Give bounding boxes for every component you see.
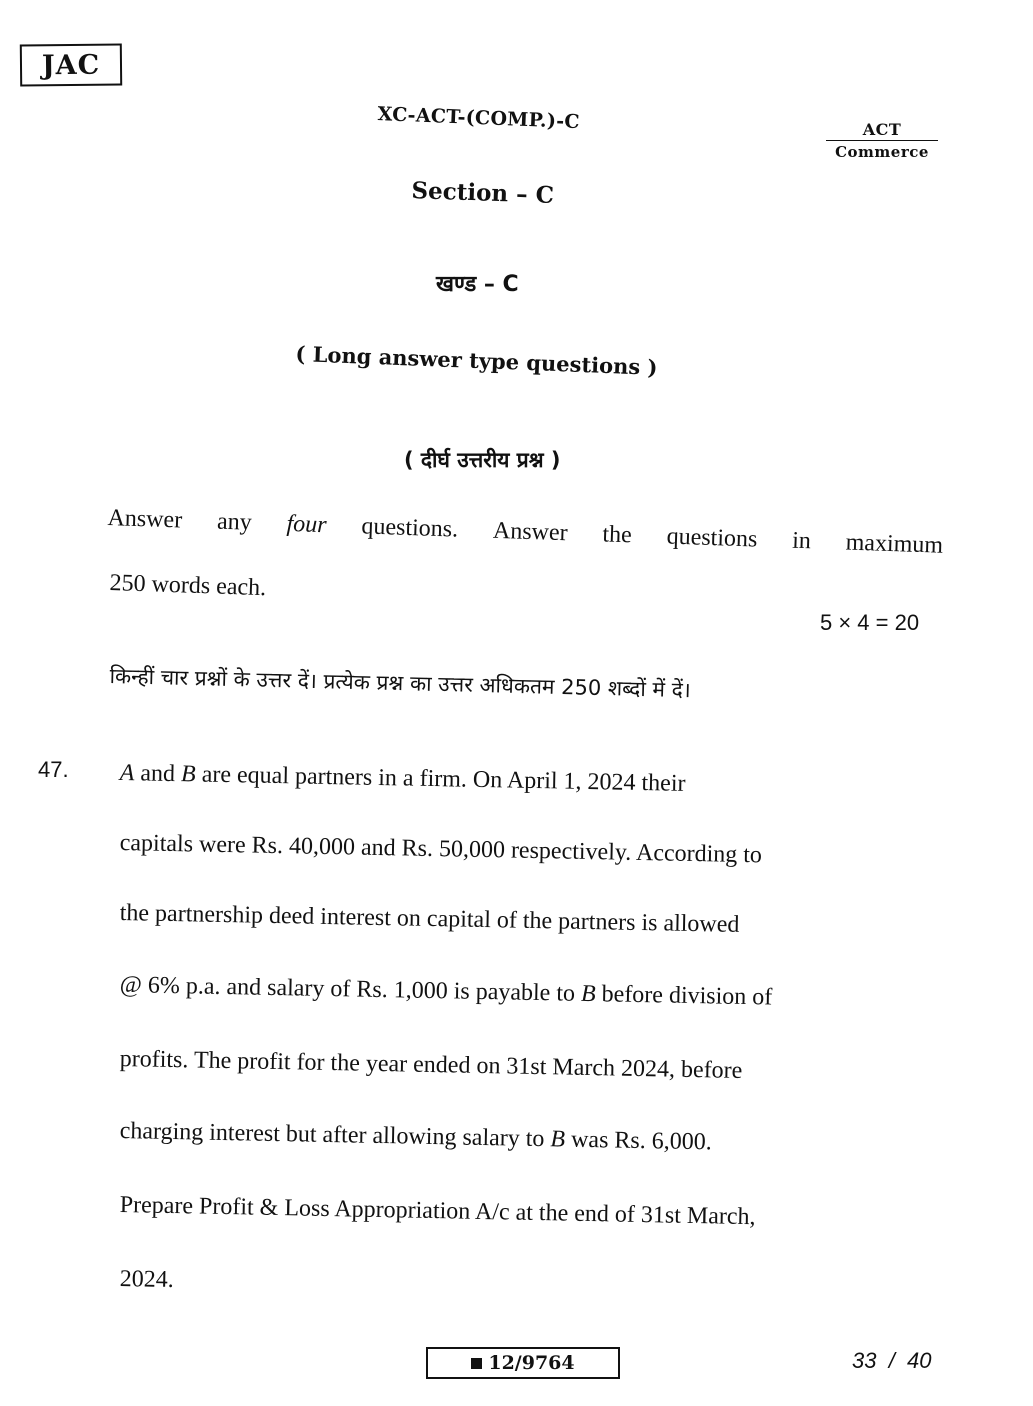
instruction-word: questions (666, 523, 758, 553)
instruction-word-emphasis: four (286, 510, 328, 539)
question-text-segment: @ 6% p.a. and salary of Rs. 1,000 is payable to B before division of (119, 972, 773, 1011)
booklet-code-box (426, 1347, 620, 1379)
board-label-box (20, 43, 122, 86)
instruction-word: the (602, 521, 633, 549)
subject-code: ACT (826, 120, 938, 141)
paper-code: XC-ACT-(COMP.)-C (377, 103, 581, 134)
question-line-2: capitals were Rs. 40,000 and Rs. 50,000 respectively. According to (119, 830, 763, 869)
question-text-segment: charging interest but after allowing salary to B was Rs. 6,000. (119, 1118, 713, 1156)
question-line-4 (119, 972, 949, 1015)
subject-block (826, 120, 938, 161)
question-line-3: the partnership deed interest on capital of the partners is allowed (119, 900, 740, 938)
board-label: JAC (41, 49, 101, 81)
question-line-7: Prepare Profit & Loss Appropriation A/c at the end of 31st March, (119, 1192, 756, 1231)
instruction-word: any (216, 508, 253, 536)
instruction-hindi: किन्हीं चार प्रश्नों के उत्तर दें। प्रत्येक प्रश्न का उत्तर अधिकतम 250 शब्दों में दें। (109, 663, 692, 703)
instruction-word: questions. (361, 513, 459, 543)
section-title-english: Section – C (411, 177, 555, 209)
instruction-word: in (791, 527, 812, 555)
section-title-hindi: खण्ड – C (436, 272, 519, 297)
question-type-hindi: ( दीर्घ उत्तरीय प्रश्न ) (404, 448, 561, 472)
square-bullet-icon (471, 1358, 482, 1369)
page-indicator: 33 / 40 (852, 1348, 932, 1373)
instruction-word: Answer (492, 517, 569, 547)
instruction-word: maximum (845, 529, 944, 559)
question-line-8: 2024. (119, 1266, 174, 1294)
question-type-english: ( Long answer type questions ) (295, 341, 658, 380)
marks-allocation: 5 × 4 = 20 (820, 610, 920, 635)
instruction-line-1 (107, 505, 943, 560)
question-line-1 (119, 760, 949, 803)
instruction-word: Answer (107, 505, 183, 534)
question-line-6 (119, 1118, 949, 1161)
instruction-line-2: 250 words each. (109, 570, 267, 602)
booklet-code: 12/9764 (488, 1352, 575, 1374)
subject-name: Commerce (835, 143, 929, 161)
question-text-segment: A and B are equal partners in a firm. On April 1, 2024 their (119, 760, 686, 797)
question-number: 47. (38, 757, 69, 782)
question-line-5: profits. The profit for the year ended on 31st March 2024, before (119, 1046, 743, 1084)
